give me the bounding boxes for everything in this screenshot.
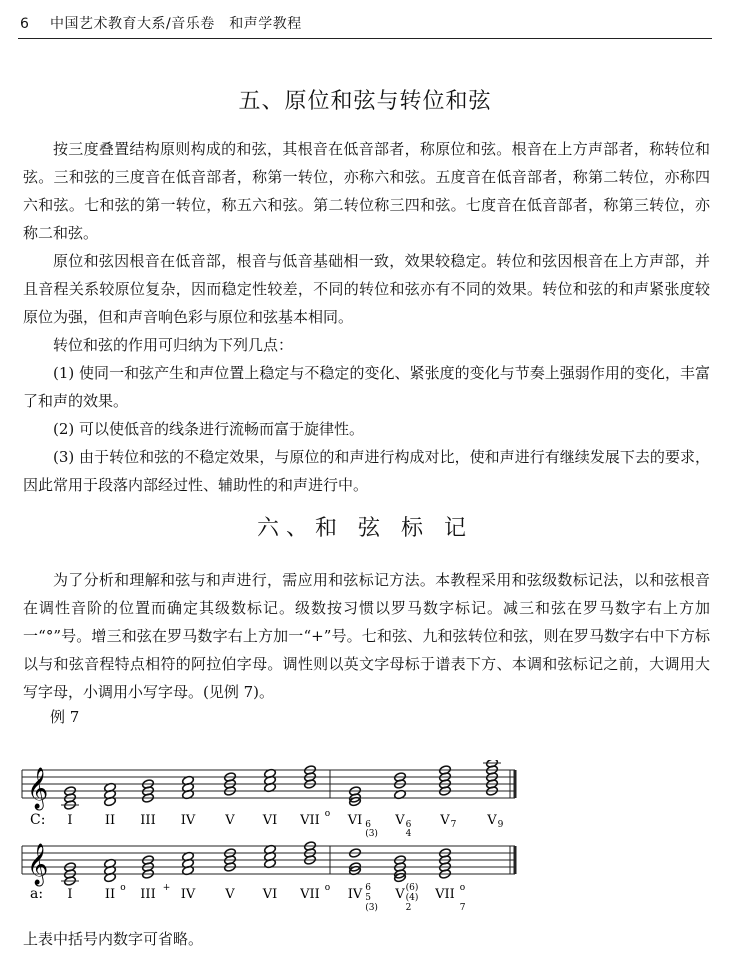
chord-degree: VII	[300, 887, 320, 902]
chord-degree: V	[395, 813, 405, 828]
paragraph-2: 原位和弦因根音在低音部，根音与低音基础相一致，效果较稳定。转位和弦因根音在上方声部，并且音程关系较原位复杂，因而稳定性较差，不同的转位和弦亦有不同的效果。转位和弦的和声紧张度较原位为强，但和声音响色彩与原位和弦基本相同。	[23, 252, 710, 326]
paragraph-3: 转位和弦的作用可归纳为下列几点：	[53, 336, 294, 354]
chord-degree: VII	[435, 887, 455, 902]
section-6-title: 六、和 弦 标 记	[257, 516, 473, 541]
example-label: 例 7	[50, 708, 80, 726]
chord-degree: V	[395, 887, 405, 902]
footnote: 上表中括号内数字可省略。	[23, 930, 204, 948]
treble-clef-icon: 𝄞	[27, 844, 49, 885]
chord-degree: VI	[347, 813, 363, 828]
chord-degree: IV	[180, 813, 196, 828]
chord-degree: III	[140, 887, 156, 902]
chord-degree: VII	[300, 813, 320, 828]
chord-degree: I	[67, 887, 73, 902]
chord-figure: 6	[405, 820, 412, 830]
chord-figure: (3)	[365, 829, 378, 838]
chord-figure: 7	[450, 820, 457, 830]
chord-figure: 6	[365, 820, 371, 830]
section-5-title: 五、原位和弦与转位和弦	[238, 89, 492, 114]
chord-figure: o	[120, 883, 126, 893]
chord-figure: 2	[405, 903, 412, 913]
treble-clef-icon: 𝄞	[27, 768, 49, 809]
key-label: a:	[30, 886, 44, 902]
running-header	[18, 14, 712, 39]
chord-degree: VI	[262, 813, 278, 828]
chord-figure: 4	[405, 829, 412, 838]
chord-degree: IV	[180, 887, 196, 902]
chord-degree: IV	[347, 887, 363, 902]
chord-degree: I	[67, 813, 73, 828]
staff-c-major	[0, 760, 730, 838]
chord-degree: III	[140, 813, 156, 828]
paragraph-1: 按三度叠置结构原则构成的和弦，其根音在低音部者，称原位和弦。根音在上方声部者，称转位和弦。三和弦的三度音在低音部者，称第一转位，亦称六和弦。五度音在低音部者，称第二转位，亦称四六和弦。七和弦的第一转位，称五六和弦。第二转位称三四和弦。七度音在低音部者，称第三转位，亦称二和弦。	[23, 140, 710, 242]
chord-degree: V	[487, 813, 497, 828]
chord-figure: 5	[365, 893, 371, 903]
paragraph-4: (1) 使同一和弦产生和声位置上稳定与不稳定的变化、紧张度的变化与节奏上强弱作用的变化，丰富了和声的效果。	[23, 364, 710, 410]
chord-figure: 6	[365, 883, 371, 893]
paragraph-7: 为了分析和理解和弦与和声进行，需应用和弦标记方法。本教程采用和弦级数标记法，以和弦根音在调性音阶的位置而确定其级数标记。级数按习惯以罗马数字标记。减三和弦在罗马数字右上方加一“°”号。增三和弦在罗马数字右上方加一“+”号。七和弦、九和弦转位和弦，则在罗马数字右中下方标以与和弦音程特点相符的阿拉伯字母。调性则以英文字母标于谱表下方、本调和弦标记之前，大调用大写字母，小调用小写字母。(见例 7)。	[23, 571, 710, 701]
chord-figure: 9	[497, 820, 504, 830]
chord-degree: VI	[262, 887, 278, 902]
paragraph-5: (2) 可以使低音的线条进行流畅而富于旋律性。	[53, 420, 365, 438]
chord-figure: +	[162, 883, 171, 893]
chord-figure: 7	[459, 903, 466, 913]
header-title: 中国艺术教育大系/音乐卷 和声学教程	[50, 16, 302, 32]
chord-degree: V	[225, 887, 235, 902]
chord-degree: V	[440, 813, 450, 828]
page-number: 6	[20, 16, 29, 32]
chord-degree: II	[104, 813, 116, 828]
chord-figure: (4)	[405, 893, 419, 903]
chord-figure: o	[324, 809, 331, 819]
chord-figure: o	[324, 883, 331, 893]
chord-figure: o	[459, 883, 466, 893]
chord-figure: (6)	[405, 883, 419, 893]
paragraph-6: (3) 由于转位和弦的不稳定效果，与原位的和声进行构成对比，使和声进行有继续发展下去的要求，因此常用于段落内部经过性、辅助性的和声进行中。	[23, 448, 710, 494]
staff-a-minor	[0, 834, 730, 924]
chord-figure: (3)	[365, 903, 378, 913]
chord-degree: V	[225, 813, 235, 828]
chord-degree: II	[104, 887, 116, 902]
key-label: C:	[30, 812, 46, 828]
